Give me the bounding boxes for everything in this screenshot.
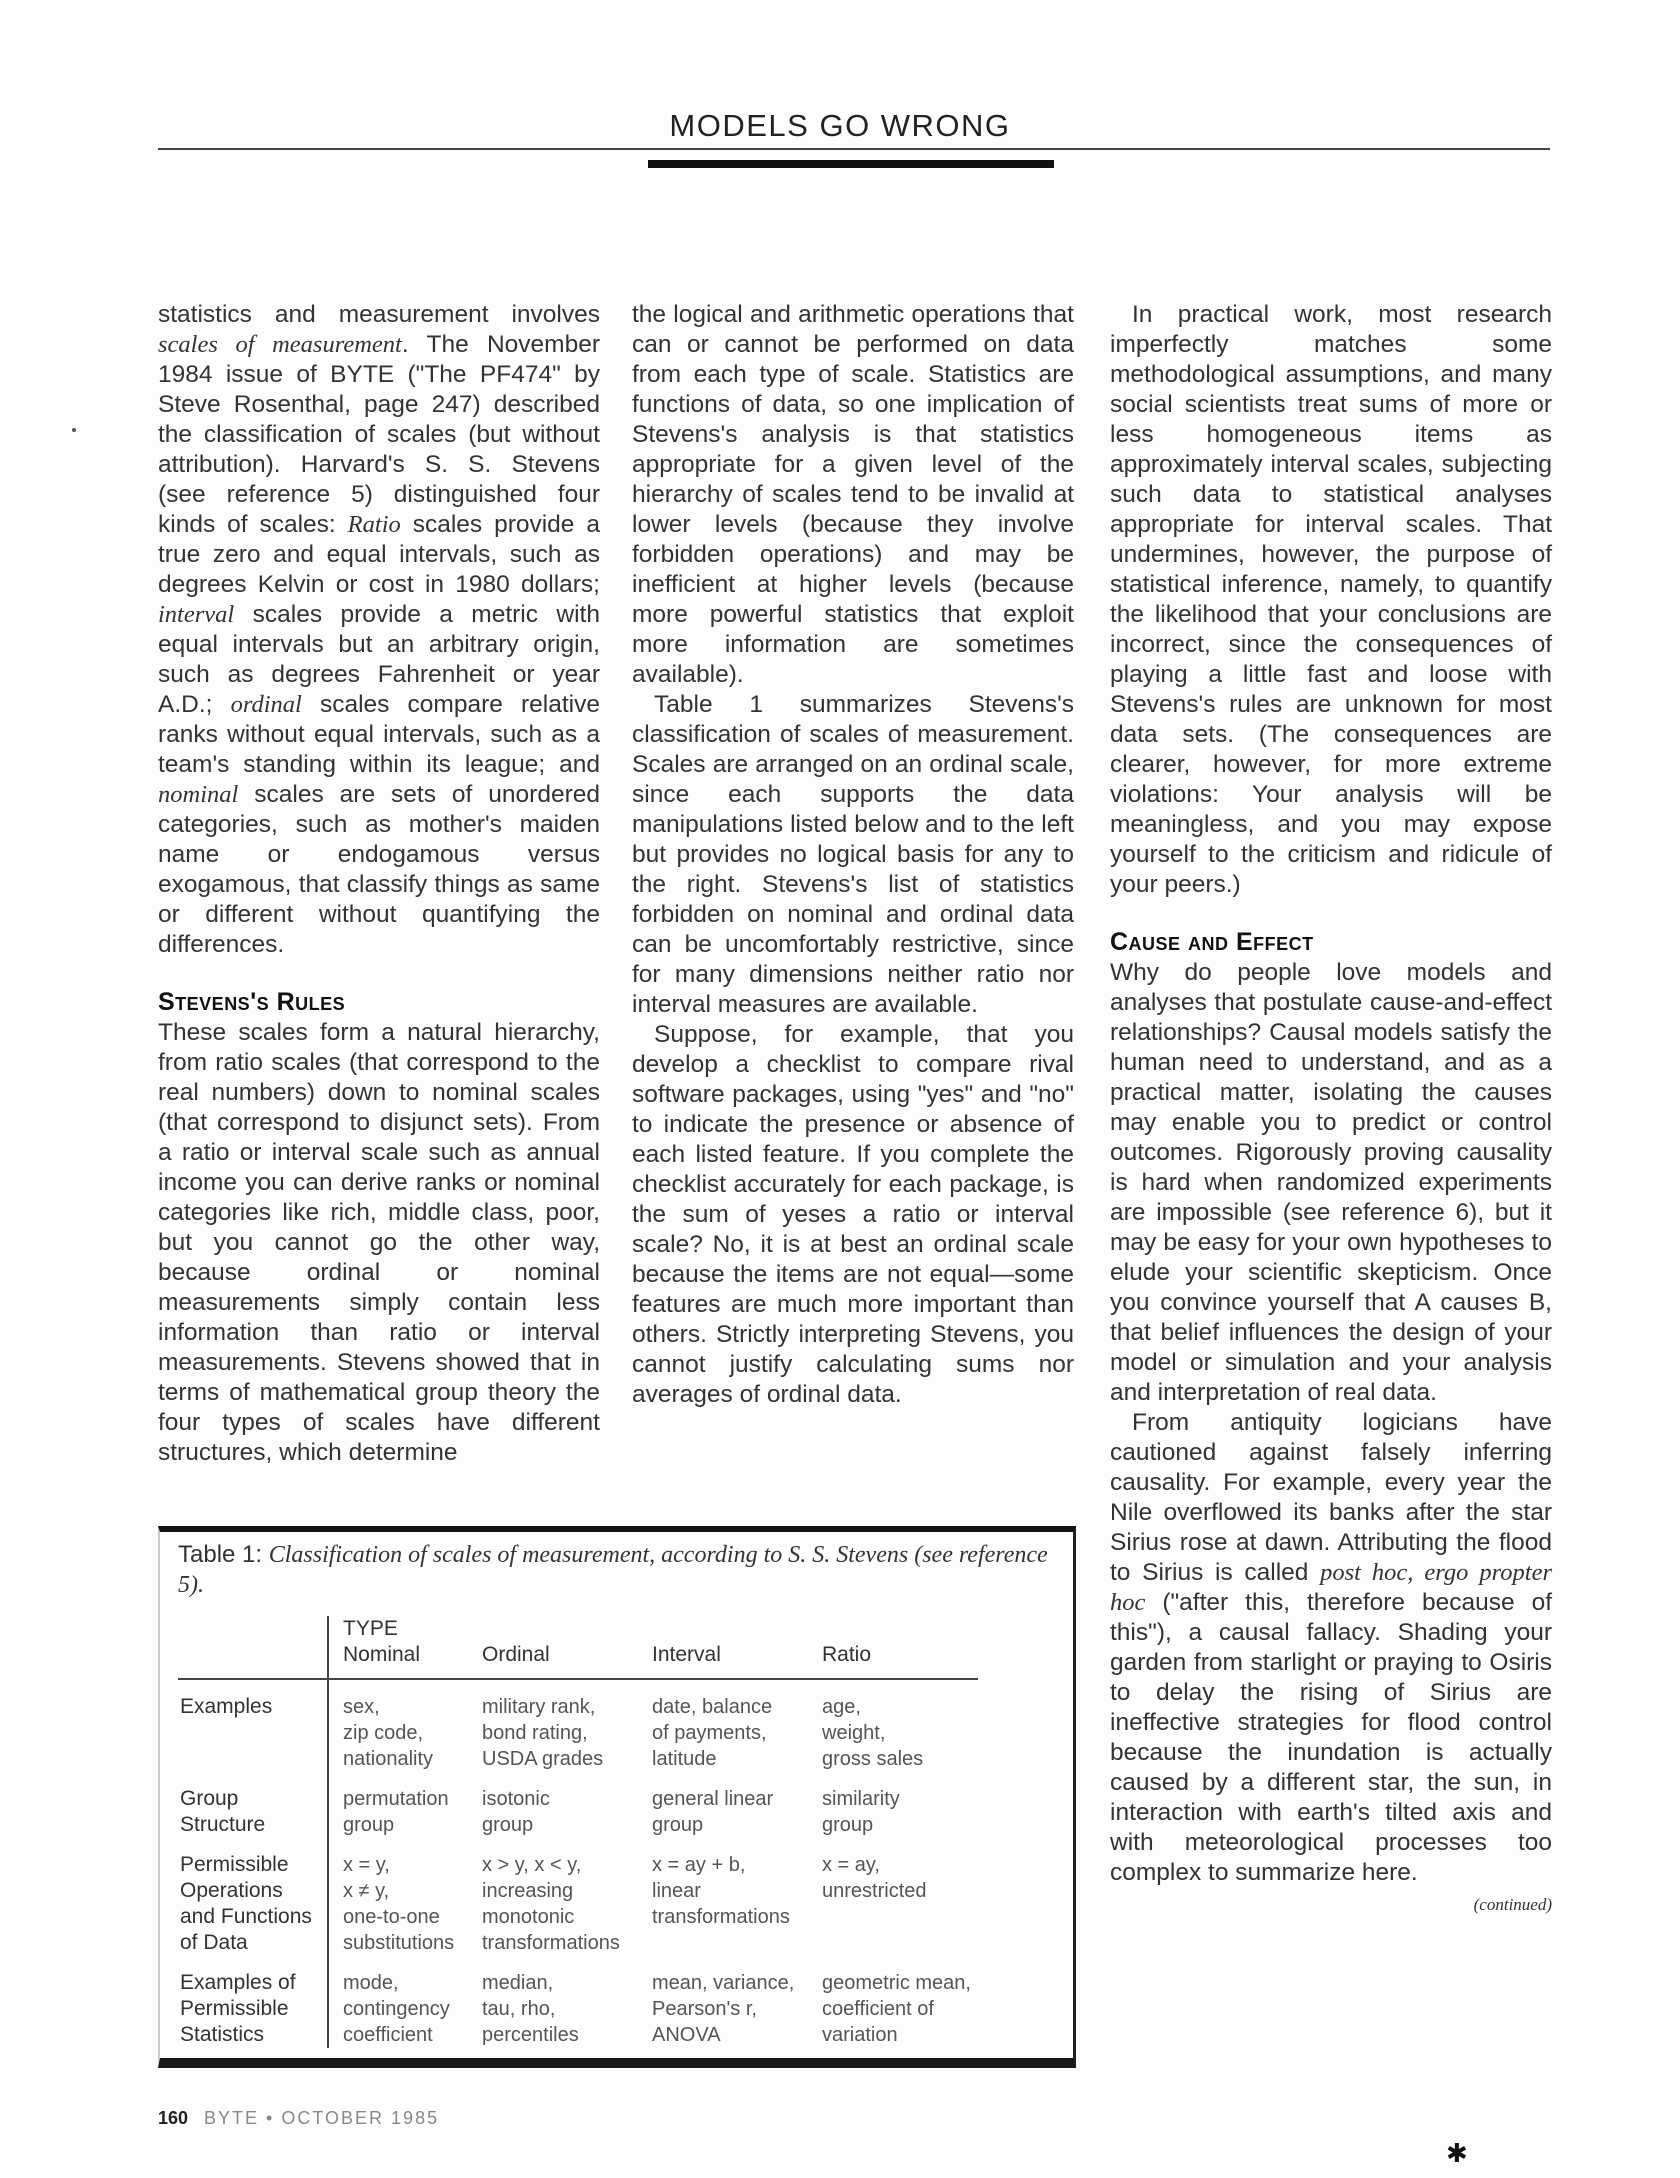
table-cell: general linear group [652,1788,774,1836]
table-cell: military rank, bond rating, USDA grades [482,1696,604,1770]
paragraph [1110,300,1552,900]
column-header: Ordinal [468,1642,638,1679]
text-run: . The November 1984 issue of BYTE ("The PF474" by Steve Rosenthal, page 247) described the classification of scales (but without attribution). Harvard's S. S. Stevens (see reference 5) distinguished four kinds of scales: [158,331,600,538]
text-column-3 [1110,300,1552,1916]
italic-term: ordinal [230,691,302,718]
table-row [178,1956,978,2048]
ornament-mark: ✱ [1446,2138,1468,2168]
table-caption-text: Classification of scales of measurement, according to S. S. Stevens (see reference 5). [178,1542,1048,1598]
text-column-1 [158,300,600,1468]
paragraph [158,1018,600,1468]
page-footer [158,2108,439,2129]
table-cell: mode, contingency coefficient [343,1972,450,2046]
text-run: In practical work, most research imperfectly matches some methodological assumptions, and many social scientists treat sums of more or less homogeneous items as approximately interval scales, subjecting such data to statistical analyses appropriate for interval scales. That undermines, however, the purpose of statistical inference, namely, to quantify the likelihood that your conclusions are incorrect, since the consequences of playing a little fast and loose with Stevens's rules are unknown for most data sets. (The consequences are clearer, however, for more extreme violations: Your analysis will be meaningless, and you may expose yourself to the criticism and ridicule of your peers.) [1110,301,1552,898]
text-run: scales provide a metric with equal intervals but an arbitrary origin, such as degrees Fahrenheit or year A.D.; [158,601,600,718]
table-cell: sex, zip code, nationality [343,1696,434,1770]
scales-table [178,1616,978,2048]
italic-term: Ratio [347,511,401,538]
publication-line: BYTE • OCTOBER 1985 [204,2108,440,2128]
header-rule [158,148,1550,150]
text-run: scales are sets of unordered categories, such as mother's maiden name or endogamous versus exogamous, that classify things as same or different without quantifying the differences. [158,781,600,958]
table-caption-label: Table 1: [178,1541,269,1568]
paragraph [158,300,600,960]
italic-term: nominal [158,781,239,808]
table-1 [158,1526,1076,2068]
column-header: Ratio [808,1642,978,1679]
column-header: Nominal [328,1642,468,1679]
italic-term: interval [158,601,235,628]
row-label: Permissible Operations and Functions of Data [178,1838,328,1956]
page-number: 160 [158,2108,189,2128]
table-cell: permutation group [343,1788,449,1836]
section-heading [1110,926,1552,958]
text-run: From antiquity logicians have cautioned against falsely inferring causality. For example, every year the Nile overflowed its banks after the star Sirius rose at dawn. Attributing the flood to Sirius is called [1110,1409,1552,1586]
table-cell: median, tau, rho, percentiles [482,1972,579,2046]
speck-mark [72,428,76,432]
text-run: ("after this, therefore because of this"), a causal fallacy. Shading your garden from starlight or praying to Osiris to delay the rising of Sirius are ineffective strategies for flood control because the inundation is actually caused by a different star, the sun, in interaction with earth's tilted axis and with meteorological processes too complex to summarize here. [1110,1589,1552,1886]
paragraph [632,300,1074,690]
table-row [178,1838,978,1956]
row-label: Examples of Permissible Statistics [178,1956,328,2048]
paragraph [1110,1408,1552,1888]
text-run: These scales form a natural hierarchy, from ratio scales (that correspond to the real numbers) down to nominal scales (that correspond to disjunct sets). From a ratio or interval scale such as annual income you can derive ranks or nominal categories like rich, middle class, poor, but you cannot go the other way, because ordinal or nominal measurements simply contain less information than ratio or interval measurements. Stevens showed that in terms of mathematical group theory the four types of scales have different structures, which determine [158,1019,600,1466]
text-run: statistics and measurement involves [158,301,600,328]
table-cell: isotonic group [482,1788,550,1836]
paragraph [632,1020,1074,1410]
header-bar [648,160,1054,168]
table-cell: x = ay + b, linear transformations [652,1854,790,1928]
row-label: Group Structure [178,1772,328,1838]
table-cell: similarity group [822,1788,900,1836]
italic-term: scales of measurement [158,331,402,358]
table-cell: geometric mean, coefficient of variation [822,1972,971,2046]
paragraph [632,690,1074,1020]
text-run: the logical and arithmetic operations that can or cannot be performed on data from each type of scale. Statistics are functions of data, so one implication of Stevens's analysis is that statistics appropriate for a given level of the hierarchy of scales tend to be invalid at lower levels (because they involve forbidden operations) and may be inefficient at higher levels (because more powerful statistics that exploit more information are sometimes available). [632,301,1074,688]
table-cell: x > y, x < y, increasing monotonic transformations [482,1854,620,1954]
text-run: scales provide a true zero and equal intervals, such as degrees Kelvin or cost in 1980 dollars; [158,511,600,598]
section-heading [158,986,600,1018]
table-row [178,1679,978,1772]
table-cell: x = y, x ≠ y, one-to-one substitutions [343,1854,455,1954]
table-cell: date, balance of payments, latitude [652,1696,773,1770]
text-run: Stevens's Rules [158,988,346,1016]
table-cell: x = ay, unrestricted [822,1854,927,1902]
text-run: Cause and Effect [1110,928,1314,956]
italic-term: post hoc, ergo propter hoc [1110,1559,1552,1616]
text-run: scales compare relative ranks without equal intervals, such as a team's standing within its league; and [158,691,600,778]
table-cell: mean, variance, Pearson's r, ANOVA [652,1972,795,2046]
type-label: TYPE [328,1616,468,1642]
text-run: Table 1 summarizes Stevens's classification of scales of measurement. Scales are arranged on an ordinal scale, since each supports the data manipulations listed below and to the left but provides no logical basis for any to the right. Stevens's list of statistics forbidden on nominal and ordinal data can be uncomfortably restrictive, since for many dimensions neither ratio nor interval measures are available. [632,691,1074,1018]
running-header: MODELS GO WRONG [669,108,1011,143]
table-caption [178,1540,1055,1600]
column-header: Interval [638,1642,808,1679]
continued-note: (continued) [1473,1895,1552,1914]
text-run: Why do people love models and analyses that postulate cause-and-effect relationships? Causal models satisfy the human need to understand, and as a practical matter, isolating the causes may enable you to predict or control outcomes. Rigorously proving causality is hard when randomized experiments are impossible (see reference 6), but it may be easy for your own hypotheses to elude your scientific skepticism. Once you convince yourself that A causes B, that belief influences the design of your model or simulation and your analysis and interpretation of real data. [1110,959,1552,1406]
text-run: Suppose, for example, that you develop a checklist to compare rival software packages, using "yes" and "no" to indicate the presence or absence of each listed feature. If you complete the checklist accurately for each package, is the sum of yeses a ratio or interval scale? No, it is at best an ordinal scale because the items are not equal—some features are much more important than others. Strictly interpreting Stevens, you cannot justify calculating sums nor averages of ordinal data. [632,1021,1074,1408]
row-label: Examples [178,1679,328,1772]
table-cell: age, weight, gross sales [822,1696,924,1770]
paragraph [1110,958,1552,1408]
text-column-2 [632,300,1074,1410]
table-row [178,1772,978,1838]
